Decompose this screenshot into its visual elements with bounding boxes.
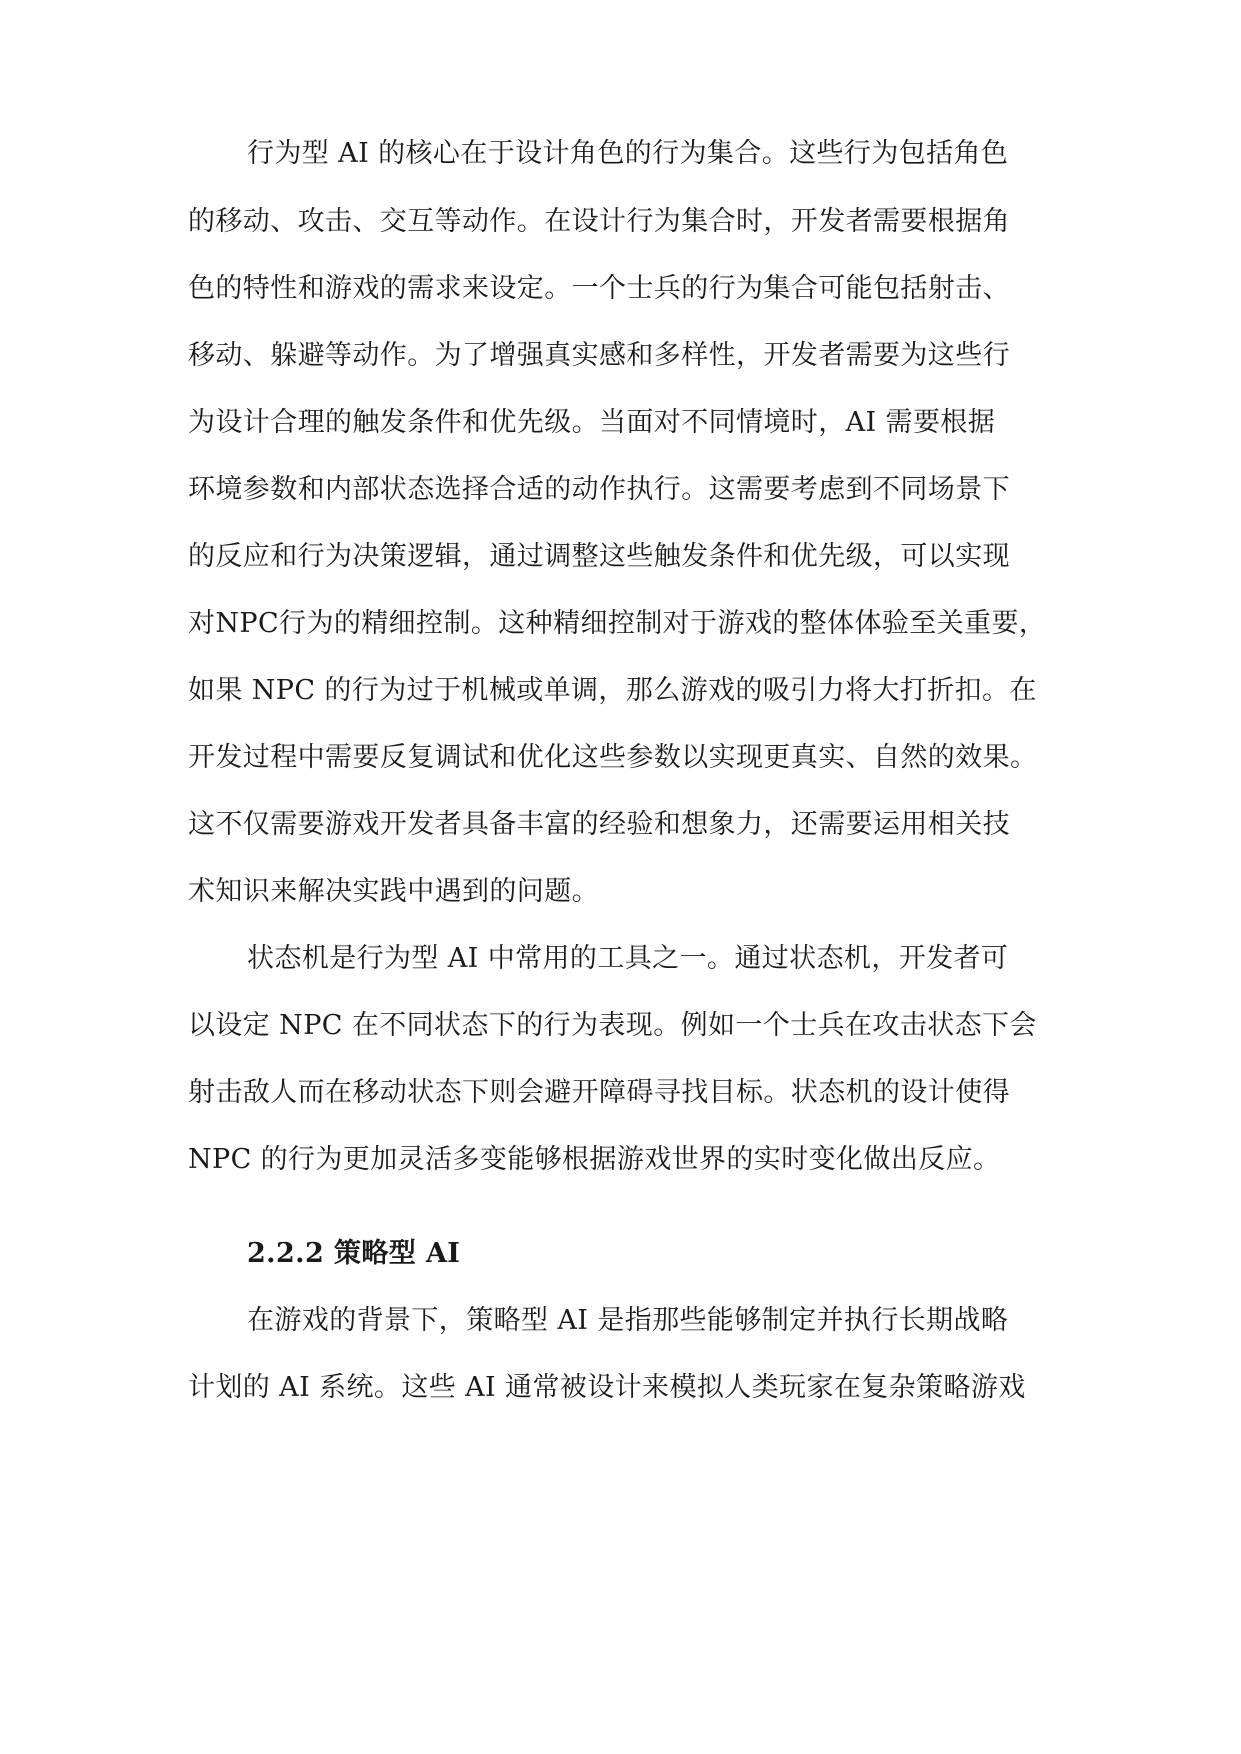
paragraph-2-line-4: NPC 的行为更加灵活多变能够根据游戏世界的实时变化做出反应。 — [188, 1144, 1001, 1175]
paragraph-1-line-5: 为设计合理的触发条件和优先级。当面对不同情境时，AI 需要根据 — [188, 407, 996, 438]
paragraph-3-line-1: 在游戏的背景下，策略型 AI 是指那些能够制定并执行长期战略 — [247, 1305, 1009, 1336]
paragraph-1-line-1: 行为型 AI 的核心在于设计角色的行为集合。这些行为包括角色 — [247, 138, 1009, 169]
paragraph-1-line-12: 术知识来解决实践中遇到的问题。 — [188, 876, 599, 907]
paragraph-1-line-9: 如果 NPC 的行为过于机械或单调，那么游戏的吸引力将大打折扣。在 — [188, 675, 1037, 706]
paragraph-1-line-3: 色的特性和游戏的需求来设定。一个士兵的行为集合可能包括射击、 — [188, 273, 1010, 304]
paragraph-1-line-7: 的反应和行为决策逻辑，通过调整这些触发条件和优先级，可以实现 — [188, 541, 1010, 572]
section-heading: 2.2.2 策略型 AI — [247, 1238, 461, 1269]
paragraph-1-line-4: 移动、躲避等动作。为了增强真实感和多样性，开发者需要为这些行 — [188, 340, 1010, 371]
paragraph-2-line-2: 以设定 NPC 在不同状态下的行为表现。例如一个士兵在攻击状态下会 — [188, 1010, 1037, 1041]
paragraph-1-line-10: 开发过程中需要反复调试和优化这些参数以实现更真实、自然的效果。 — [188, 742, 1038, 773]
paragraph-1-line-8: 对NPC行为的精细控制。这种精细控制对于游戏的整体体验至关重要， — [188, 608, 1047, 639]
paragraph-1-line-6: 环境参数和内部状态选择合适的动作执行。这需要考虑到不同场景下 — [188, 474, 1010, 505]
paragraph-1-line-2: 的移动、攻击、交互等动作。在设计行为集合时，开发者需要根据角 — [188, 206, 1010, 237]
paragraph-3-line-2: 计划的 AI 系统。这些 AI 通常被设计来模拟人类玩家在复杂策略游戏 — [188, 1372, 1026, 1403]
paragraph-2-line-1: 状态机是行为型 AI 中常用的工具之一。通过状态机，开发者可 — [247, 943, 1009, 974]
paragraph-1-line-11: 这不仅需要游戏开发者具备丰富的经验和想象力，还需要运用相关技 — [188, 809, 1010, 840]
paragraph-2-line-3: 射击敌人而在移动状态下则会避开障碍寻找目标。状态机的设计使得 — [188, 1077, 1010, 1108]
